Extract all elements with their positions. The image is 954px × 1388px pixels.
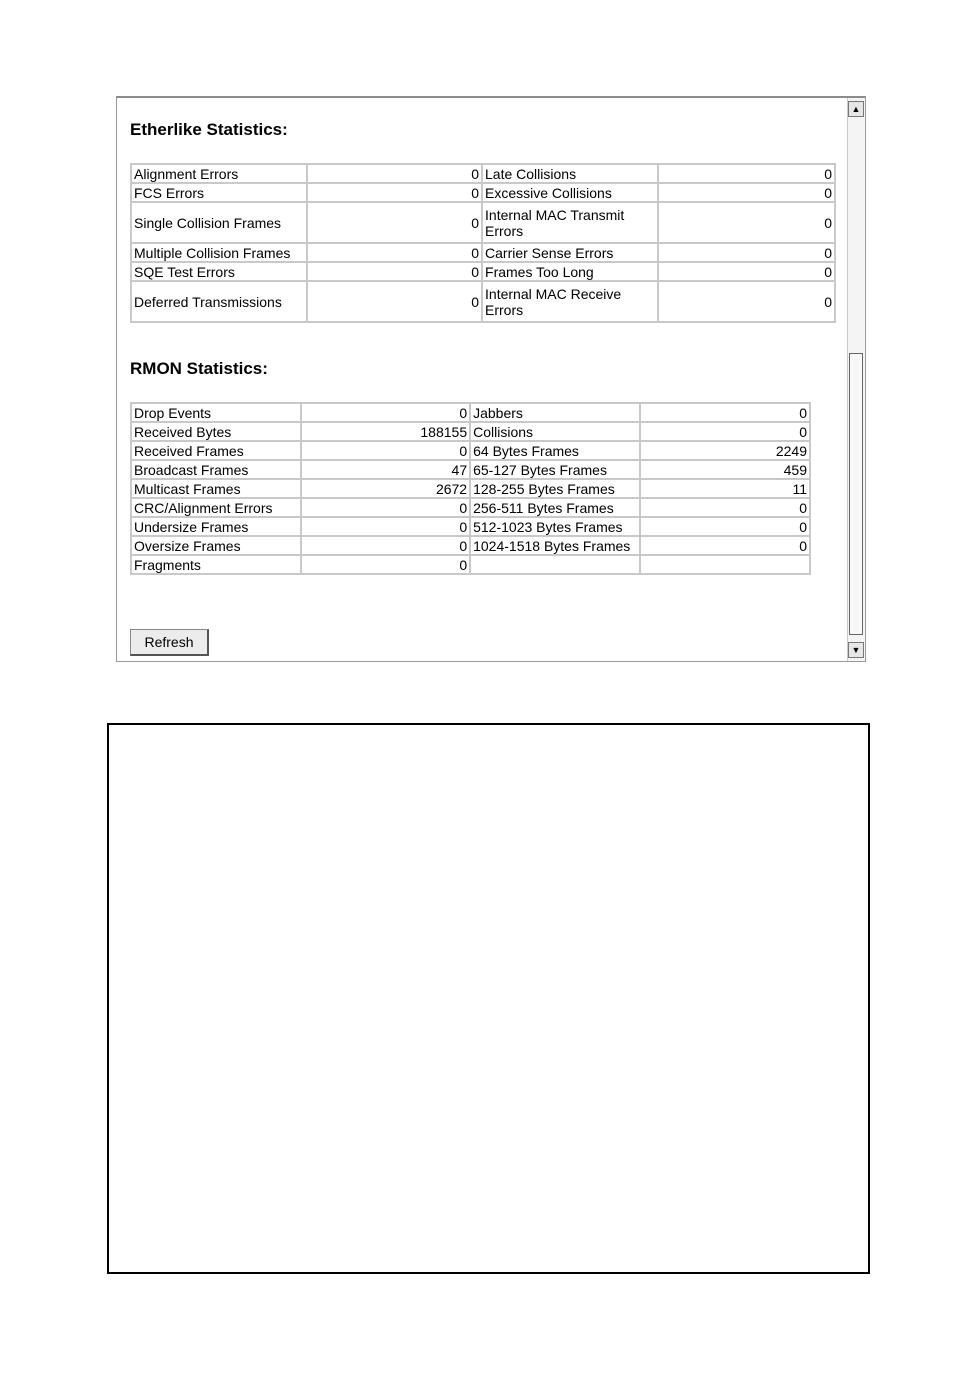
table-row: [131, 441, 810, 460]
empty-frame: [107, 723, 870, 1274]
stat-label: Broadcast Frames: [131, 460, 301, 479]
stat-label: Multiple Collision Frames: [131, 243, 307, 262]
table-row: [131, 498, 810, 517]
table-row: [131, 555, 810, 574]
table-row: [131, 460, 810, 479]
table-row: [131, 517, 810, 536]
stat-value: 11: [640, 479, 810, 498]
stat-label: Deferred Transmissions: [131, 281, 307, 322]
stat-value: [640, 555, 810, 574]
stat-value: 0: [301, 403, 470, 422]
stat-label: Jabbers: [470, 403, 640, 422]
stat-label: Multicast Frames: [131, 479, 301, 498]
stat-label: Oversize Frames: [131, 536, 301, 555]
etherlike-table: [130, 163, 836, 323]
stat-value: 0: [301, 441, 470, 460]
stat-value: 0: [640, 517, 810, 536]
stat-value: 2249: [640, 441, 810, 460]
stat-label: Received Frames: [131, 441, 301, 460]
scroll-up-icon[interactable]: ▲: [848, 101, 864, 117]
stat-label: Drop Events: [131, 403, 301, 422]
stat-value: 0: [640, 536, 810, 555]
stat-label: Undersize Frames: [131, 517, 301, 536]
stat-label: Single Collision Frames: [131, 202, 307, 243]
stat-label: Received Bytes: [131, 422, 301, 441]
stat-value: 0: [307, 164, 482, 183]
stat-value: 0: [658, 202, 835, 243]
refresh-button[interactable]: Refresh: [130, 629, 209, 656]
rmon-table: [130, 402, 811, 575]
table-row: [131, 202, 835, 243]
stat-value: 0: [658, 243, 835, 262]
rmon-title: RMON Statistics:: [130, 359, 268, 378]
table-row: [131, 183, 835, 202]
stat-value: 0: [658, 183, 835, 202]
table-row: [131, 243, 835, 262]
table-row: [131, 164, 835, 183]
stat-label: Collisions: [470, 422, 640, 441]
stat-value: 0: [307, 281, 482, 322]
vertical-scrollbar[interactable]: [847, 98, 865, 661]
table-row: [131, 262, 835, 281]
stat-value: 0: [658, 164, 835, 183]
stat-label: Fragments: [131, 555, 301, 574]
stat-label: [470, 555, 640, 574]
stat-value: 0: [640, 403, 810, 422]
stat-label: Carrier Sense Errors: [482, 243, 658, 262]
stat-label: 512-1023 Bytes Frames: [470, 517, 640, 536]
stat-value: 0: [640, 498, 810, 517]
stat-label: Internal MAC Receive Errors: [482, 281, 658, 322]
stat-value: 0: [658, 281, 835, 322]
stat-value: 0: [301, 536, 470, 555]
stat-label: 128-255 Bytes Frames: [470, 479, 640, 498]
table-row: [131, 281, 835, 322]
stat-value: 2672: [301, 479, 470, 498]
stat-value: 188155: [301, 422, 470, 441]
stat-value: 0: [301, 517, 470, 536]
stat-label: 1024-1518 Bytes Frames: [470, 536, 640, 555]
stat-label: Late Collisions: [482, 164, 658, 183]
table-row: [131, 403, 810, 422]
table-row: [131, 422, 810, 441]
statistics-window: [116, 96, 866, 662]
table-row: [131, 479, 810, 498]
stat-value: 459: [640, 460, 810, 479]
stat-value: 0: [301, 498, 470, 517]
stat-label: Frames Too Long: [482, 262, 658, 281]
stat-value: 0: [301, 555, 470, 574]
table-row: [131, 536, 810, 555]
stat-label: Internal MAC Transmit Errors: [482, 202, 658, 243]
stat-label: Alignment Errors: [131, 164, 307, 183]
etherlike-title: Etherlike Statistics:: [130, 120, 288, 139]
stat-label: Excessive Collisions: [482, 183, 658, 202]
scrollbar-thumb[interactable]: [849, 353, 863, 635]
stat-value: 0: [307, 262, 482, 281]
stat-label: SQE Test Errors: [131, 262, 307, 281]
stat-label: 64 Bytes Frames: [470, 441, 640, 460]
stat-label: 256-511 Bytes Frames: [470, 498, 640, 517]
stat-value: 0: [640, 422, 810, 441]
stat-value: 0: [658, 262, 835, 281]
stat-label: FCS Errors: [131, 183, 307, 202]
stat-value: 0: [307, 243, 482, 262]
stat-value: 47: [301, 460, 470, 479]
scroll-down-icon[interactable]: ▼: [848, 642, 864, 658]
stat-label: 65-127 Bytes Frames: [470, 460, 640, 479]
stat-label: CRC/Alignment Errors: [131, 498, 301, 517]
stat-value: 0: [307, 202, 482, 243]
stat-value: 0: [307, 183, 482, 202]
